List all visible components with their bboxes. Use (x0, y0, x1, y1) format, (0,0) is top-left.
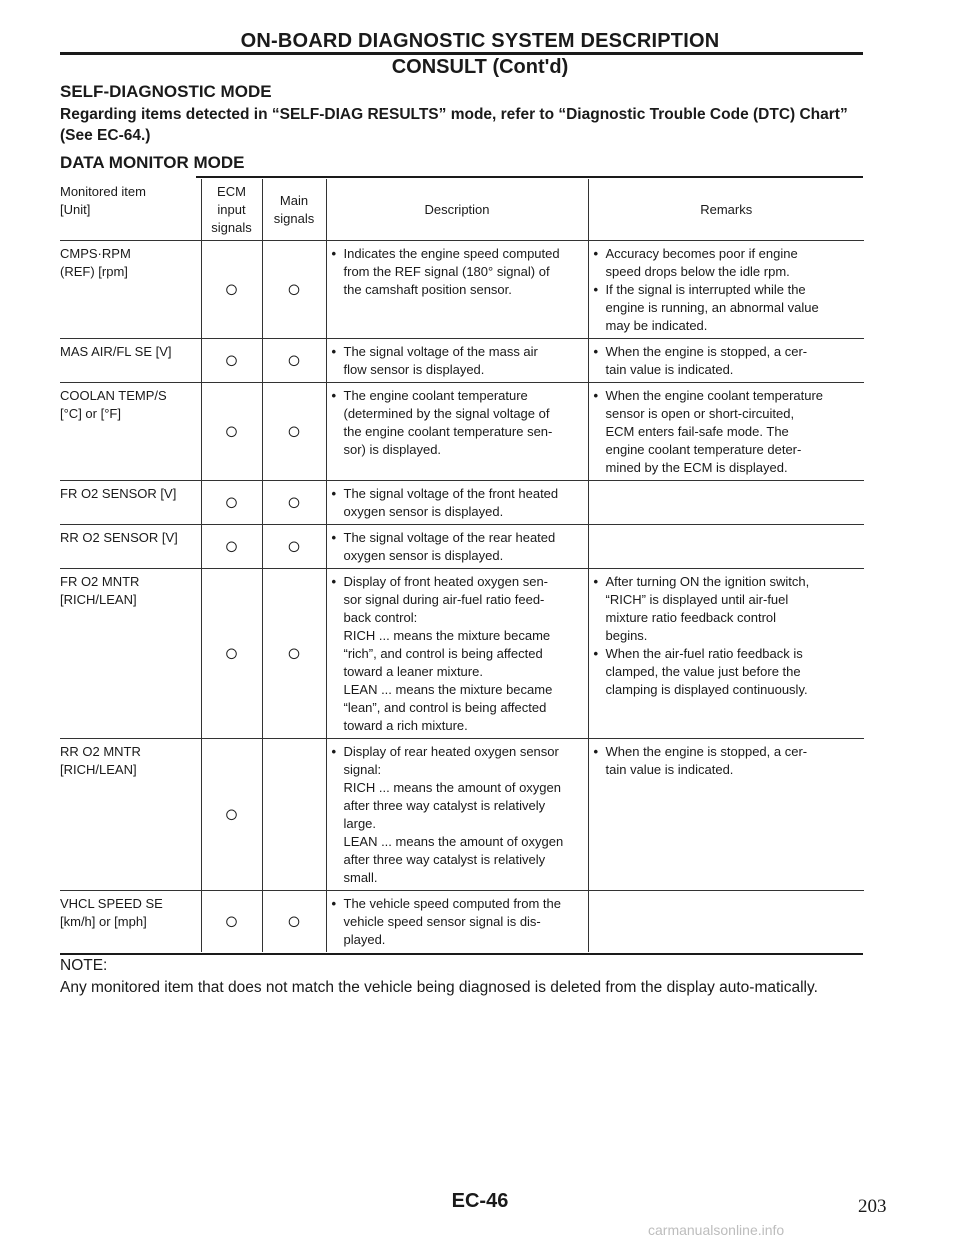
description-line: RICH ... means the amount of oxygen (343, 780, 561, 795)
description-bullet (331, 743, 584, 887)
monitored-item-line: [RICH/LEAN] (60, 762, 137, 777)
remarks-line: speed drops below the idle rpm. (605, 264, 790, 279)
title-rule (60, 52, 863, 55)
table-row (60, 481, 864, 525)
table-row (60, 569, 864, 739)
monitored-item-line: CMPS·RPM (60, 246, 131, 261)
remarks-line: begins. (605, 628, 648, 643)
description (331, 387, 584, 459)
remarks-bullet (593, 245, 861, 281)
main-signal-cell (262, 481, 326, 525)
table-row (60, 339, 864, 383)
monitored-item-line: [km/h] or [mph] (60, 914, 147, 929)
circle-mark-icon: ○ (286, 489, 302, 516)
remarks-line: clamping is displayed continuously. (605, 682, 808, 697)
circle-mark-icon: ○ (224, 801, 239, 828)
col-header-ecm-line: ECM (217, 184, 246, 199)
description-line: • The signal voltage of the rear heated (343, 530, 556, 545)
remarks-cell (588, 569, 864, 739)
main-signal-cell (262, 339, 326, 383)
data-monitor-table (60, 179, 864, 952)
remarks (593, 245, 861, 335)
monitored-item-line: (REF) [rpm] (60, 264, 128, 279)
remarks-bullet (593, 387, 861, 477)
remarks-line: mixture ratio feedback control (605, 610, 777, 625)
circle-mark-icon: ○ (224, 489, 239, 516)
description-cell (326, 569, 588, 739)
circle-mark-icon: ○ (224, 276, 239, 303)
monitored-item-line: COOLAN TEMP/S (60, 388, 167, 403)
circle-mark-icon: ○ (286, 347, 302, 374)
remarks-cell (588, 481, 864, 525)
remarks-cell (588, 739, 864, 891)
table-top-rule (196, 176, 863, 178)
remarks-bullet (593, 281, 861, 335)
col-header-remarks: Remarks (588, 179, 864, 241)
monitored-item-line: RR O2 SENSOR [V] (60, 530, 178, 545)
remarks-line: may be indicated. (605, 318, 708, 333)
remarks-bullet (593, 645, 861, 699)
remarks-line: “RICH” is displayed until air-fuel (605, 592, 789, 607)
description-line: sor signal during air-fuel ratio feed- (343, 592, 545, 607)
description (331, 743, 584, 887)
remarks-cell (588, 525, 864, 569)
description (331, 343, 584, 379)
col-header-ecm-line: signals (211, 220, 252, 235)
remarks-line: • When the engine is stopped, a cer- (605, 344, 808, 359)
description-bullet (331, 343, 584, 379)
remarks-cell (588, 383, 864, 481)
description-line: large. (343, 816, 377, 831)
description-line: • Display of rear heated oxygen sensor (343, 744, 559, 759)
description-line: “rich”, and control is being affected (343, 646, 543, 661)
circle-mark-icon: ○ (286, 533, 302, 560)
circle-mark-icon: ○ (286, 640, 302, 667)
ecm-input-cell (201, 481, 262, 525)
monitored-item-line: FR O2 MNTR (60, 574, 140, 589)
description-line: RICH ... means the mixture became (343, 628, 551, 643)
main-signal-cell (262, 739, 326, 891)
monitored-item-line: MAS AIR/FL SE [V] (60, 344, 172, 359)
description (331, 895, 584, 949)
main-signal-cell (262, 569, 326, 739)
col-header-ecm (201, 179, 262, 241)
ecm-input-cell (201, 241, 262, 339)
description-line: signal: (343, 762, 382, 777)
col-header-description: Description (326, 179, 588, 241)
remarks-line: engine is running, an abnormal value (605, 300, 819, 315)
remarks-bullet (593, 573, 861, 645)
page-number: 203 (858, 1196, 887, 1217)
remarks-line: engine coolant temperature deter- (605, 442, 802, 457)
description-line: the camshaft position sensor. (343, 282, 512, 297)
self-diag-heading: SELF-DIAGNOSTIC MODE (60, 82, 272, 101)
monitored-item (60, 481, 201, 525)
description-cell (326, 339, 588, 383)
circle-mark-icon: ○ (224, 347, 239, 374)
remarks-line: sensor is open or short-circuited, (605, 406, 795, 421)
description (331, 573, 584, 735)
circle-mark-icon: ○ (286, 276, 302, 303)
monitored-item (60, 891, 201, 953)
table-row (60, 383, 864, 481)
description-bullet (331, 895, 584, 949)
description-line: • The signal voltage of the front heated (343, 486, 559, 501)
monitored-item-line: FR O2 SENSOR [V] (60, 486, 177, 501)
page-title: ON-BOARD DIAGNOSTIC SYSTEM DESCRIPTION (240, 30, 720, 52)
description-bullet (331, 573, 584, 735)
description-line: • The engine coolant temperature (343, 388, 528, 403)
remarks (593, 743, 861, 779)
table-row (60, 525, 864, 569)
monitored-item-line: VHCL SPEED SE (60, 896, 163, 911)
description-line: small. (343, 870, 378, 885)
description-line: vehicle speed sensor signal is dis- (343, 914, 541, 929)
page-code: EC-46 (451, 1190, 509, 1212)
description-line: • Display of front heated oxygen sen- (343, 574, 549, 589)
main-signal-cell (262, 383, 326, 481)
remarks-cell (588, 339, 864, 383)
remarks-line: tain value is indicated. (605, 362, 734, 377)
circle-mark-icon: ○ (224, 908, 239, 935)
table-row (60, 739, 864, 891)
description-line: LEAN ... means the amount of oxygen (343, 834, 564, 849)
watermark: carmanualsonline.info (648, 1222, 785, 1238)
description-line: back control: (343, 610, 418, 625)
description-line: flow sensor is displayed. (343, 362, 485, 377)
table-row (60, 891, 864, 953)
monitored-item-line: [°C] or [°F] (60, 406, 121, 421)
main-signal-cell (262, 525, 326, 569)
self-diag-text: Regarding items detected in “SELF-DIAG RESULTS” mode, refer to “Diagnostic Trouble Code (DTC) Chart” (See EC-64.) (60, 106, 848, 144)
description-line: after three way catalyst is relatively (343, 852, 546, 867)
remarks-cell (588, 241, 864, 339)
page-subtitle: CONSULT (Cont'd) (391, 56, 569, 78)
col-header-ecm-line: input (217, 202, 246, 217)
description-bullet (331, 387, 584, 459)
monitored-item (60, 739, 201, 891)
description-cell (326, 481, 588, 525)
ecm-input-cell (201, 891, 262, 953)
col-header-item-line: [Unit] (60, 202, 91, 217)
main-signal-cell (262, 891, 326, 953)
col-header-main (262, 179, 326, 241)
description (331, 245, 584, 299)
description-cell (326, 241, 588, 339)
description-line: “lean”, and control is being affected (343, 700, 547, 715)
monitored-item (60, 569, 201, 739)
col-header-main-line: Main (279, 193, 309, 208)
description-line: sor) is displayed. (343, 442, 442, 457)
remarks-line: tain value is indicated. (605, 762, 734, 777)
description-line: after three way catalyst is relatively (343, 798, 546, 813)
remarks-line: • If the signal is interrupted while the (605, 282, 806, 297)
circle-mark-icon: ○ (224, 533, 239, 560)
col-header-item (60, 179, 201, 241)
remarks-line: ECM enters fail-safe mode. The (605, 424, 789, 439)
remarks-cell (588, 891, 864, 953)
monitored-item-line: [RICH/LEAN] (60, 592, 137, 607)
remarks-line: • When the engine is stopped, a cer- (605, 744, 808, 759)
monitored-item-line: RR O2 MNTR (60, 744, 141, 759)
description-cell (326, 739, 588, 891)
description-line: • Indicates the engine speed computed (343, 246, 560, 261)
ecm-input-cell (201, 569, 262, 739)
ecm-input-cell (201, 525, 262, 569)
description-line: • The signal voltage of the mass air (343, 344, 538, 359)
description-line: LEAN ... means the mixture became (343, 682, 553, 697)
description-line: oxygen sensor is displayed. (343, 504, 504, 519)
note-label: NOTE: (60, 957, 108, 974)
remarks-bullet (593, 743, 861, 779)
ecm-input-cell (201, 383, 262, 481)
description-line: from the REF signal (180° signal) of (343, 264, 550, 279)
description (331, 485, 584, 521)
table-bottom-rule (60, 953, 863, 955)
col-header-main-line: signals (273, 211, 315, 226)
col-header-item-line: Monitored item (60, 184, 146, 199)
description-line: toward a leaner mixture. (343, 664, 483, 679)
remarks (593, 343, 861, 379)
description (331, 529, 584, 565)
circle-mark-icon: ○ (224, 640, 239, 667)
description-line: (determined by the signal voltage of (343, 406, 550, 421)
description-line: oxygen sensor is displayed. (343, 548, 504, 563)
ecm-input-cell (201, 739, 262, 891)
description-line: the engine coolant temperature sen- (343, 424, 553, 439)
note-text: Any monitored item that does not match the vehicle being diagnosed is deleted from the display auto-matically. (60, 979, 818, 996)
circle-mark-icon: ○ (224, 418, 239, 445)
description-line: • The vehicle speed computed from the (343, 896, 562, 911)
remarks (593, 387, 861, 477)
description-line: toward a rich mixture. (343, 718, 468, 733)
description-line: played. (343, 932, 386, 947)
monitored-item (60, 241, 201, 339)
remarks-line: • Accuracy becomes poor if engine (605, 246, 798, 261)
main-signal-cell (262, 241, 326, 339)
remarks-bullet (593, 343, 861, 379)
description-bullet (331, 245, 584, 299)
remarks-line: • When the air-fuel ratio feedback is (605, 646, 803, 661)
data-monitor-heading: DATA MONITOR MODE (60, 153, 245, 172)
description-cell (326, 525, 588, 569)
description-bullet (331, 529, 584, 565)
ecm-input-cell (201, 339, 262, 383)
description-cell (326, 891, 588, 953)
remarks-line: mined by the ECM is displayed. (605, 460, 788, 475)
circle-mark-icon: ○ (286, 908, 302, 935)
remarks-line: clamped, the value just before the (605, 664, 801, 679)
table-row (60, 241, 864, 339)
monitored-item (60, 339, 201, 383)
description-bullet (331, 485, 584, 521)
description-cell (326, 383, 588, 481)
table-header-row (60, 179, 864, 241)
monitored-item (60, 525, 201, 569)
remarks-line: • When the engine coolant temperature (605, 388, 824, 403)
monitored-item (60, 383, 201, 481)
remarks (593, 573, 861, 699)
circle-mark-icon: ○ (286, 418, 302, 445)
remarks-line: • After turning ON the ignition switch, (605, 574, 810, 589)
